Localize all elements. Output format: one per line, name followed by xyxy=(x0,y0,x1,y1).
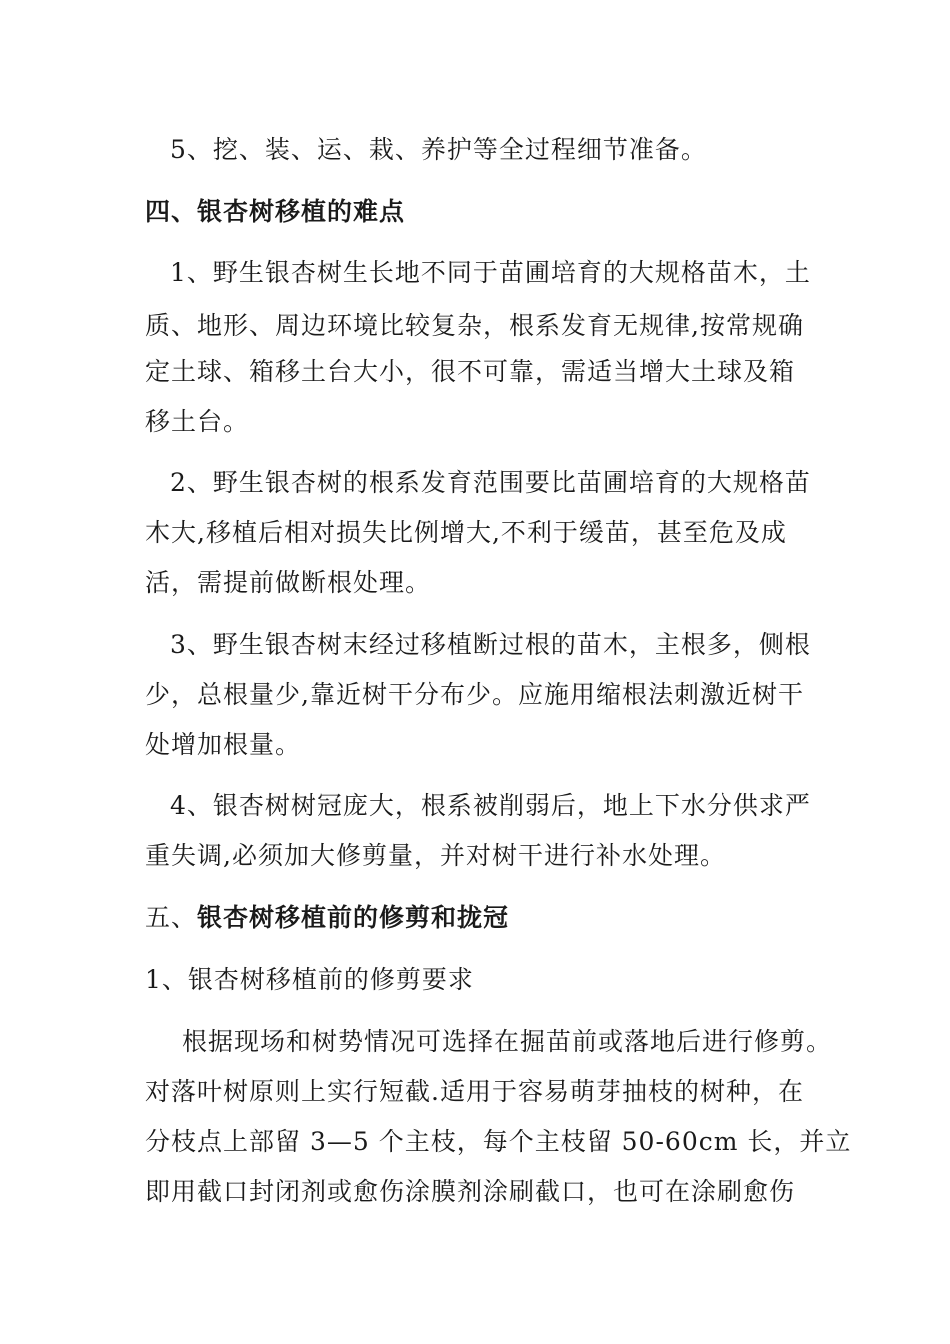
text-line: 3、野生银杏树末经过移植断过根的苗木，主根多，侧根 xyxy=(170,630,811,659)
text-line: 4、银杏树树冠庞大，根系被削弱后，地上下水分供求严 xyxy=(170,791,811,820)
text-line: 2、野生银杏树的根系发育范围要比苗圃培育的大规格苗 xyxy=(170,468,811,497)
subsection-heading: 1、银杏树移植前的修剪要求 xyxy=(145,965,474,994)
text-line: 质、地形、周边环境比较复杂，根系发育无规律,按常规确 xyxy=(145,311,804,340)
text-line: 木大,移植后相对损失比例增大,不利于缓苗，甚至危及成 xyxy=(145,518,787,547)
text-line: 定土球、箱移土台大小，很不可靠，需适当增大土球及箱 xyxy=(145,357,796,386)
text-line: 对落叶树原则上实行短截.适用于容易萌芽抽枝的树种，在 xyxy=(145,1077,804,1106)
text-line: 少，总根量少,靠近树干分布少。应施用缩根法刺激近树干 xyxy=(145,680,804,709)
section-title: 银杏树移植前的修剪和拢冠 xyxy=(197,903,510,932)
text-line: 即用截口封闭剂或愈伤涂膜剂涂刷截口，也可在涂刷愈伤 xyxy=(145,1177,796,1206)
section-heading xyxy=(145,902,509,934)
text-line: 活，需提前做断根处理。 xyxy=(145,568,432,597)
text-line: 根据现场和树势情况可选择在掘苗前或落地后进行修剪。 xyxy=(182,1027,833,1056)
section-number: 五、 xyxy=(145,903,198,932)
text-line: 1、野生银杏树生长地不同于苗圃培育的大规格苗木，土 xyxy=(170,258,811,287)
text-line: 分枝点上部留 3—5 个主枝，每个主枝留 50-60cm 长，并立 xyxy=(145,1127,852,1156)
section-heading: 四、银杏树移植的难点 xyxy=(145,197,406,226)
text-line: 重失调,必须加大修剪量，并对树干进行补水处理。 xyxy=(145,841,726,870)
text-line: 5、挖、装、运、栽、养护等全过程细节准备。 xyxy=(170,135,707,164)
text-line: 处增加根量。 xyxy=(145,730,302,759)
text-line: 移土台。 xyxy=(145,407,250,436)
